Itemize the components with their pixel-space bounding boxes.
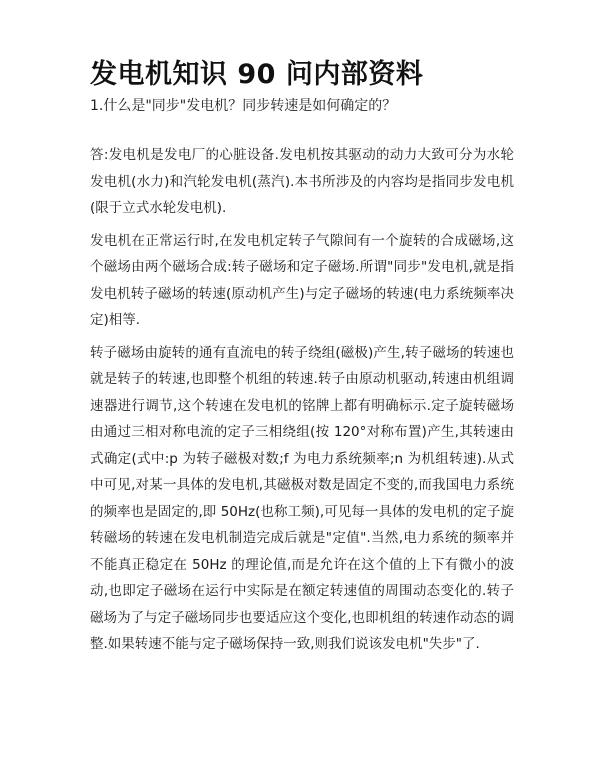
paragraph: 答:发电机是发电厂的心脏设备.发电机按其驱动的动力大致可分为水轮发电机(水力)和汽轮发电机(蒸汽).本书所涉及的内容均是指同步发电机(限于立式水轮发电机). bbox=[90, 147, 514, 216]
paragraph: 发电机在正常运行时,在发电机定转子气隙间有一个旋转的合成磁场,这个磁场由两个磁场合成:转子磁场和定子磁场.所谓"同步"发电机,就是指发电机转子磁场的转速(原动机产生)与定子磁场的转速(电力系统频率决定)相等. bbox=[90, 232, 514, 328]
question-heading: 1.什么是"同步"发电机？同步转速是如何确定的？ bbox=[90, 98, 397, 114]
document-title: 发电机知识 90 问内部资料 bbox=[90, 59, 424, 90]
answer-body bbox=[90, 142, 514, 664]
paragraph: 转子磁场由旋转的通有直流电的转子绕组(磁极)产生,转子磁场的转速也就是转子的转速,也即整个机组的转速.转子由原动机驱动,转速由机组调速器进行调节,这个转速在发电机的铭牌上都有明确标示.定子旋转磁场由通过三相对称电流的定子三相绕组(按 120°对称布置)产生,其转速由式确定(式中:p 为转子磁极对数;f 为电力系统频率;n 为机组转速).从式中可见,对某一具体的发电机,其磁极对数是固定不变的,而我国电力系统的频率也是固定的,即 50Hz(也称工频),可见每一具体的发电机的定子旋转磁场的转速在发电机制造完成后就是"定值".当然,电力系统的频率并不能真正稳定在 50Hz 的理论值,而是允许在这个值的上下有微小的波动,也即定子磁场在运行中实际是在额定转速值的周围动态变化的.转子磁场为了与定子磁场同步也要适应这个变化,也即机组的转速作动态的调整.如果转速不能与定子磁场保持一致,则我们说该发电机"失步"了. bbox=[90, 344, 514, 652]
